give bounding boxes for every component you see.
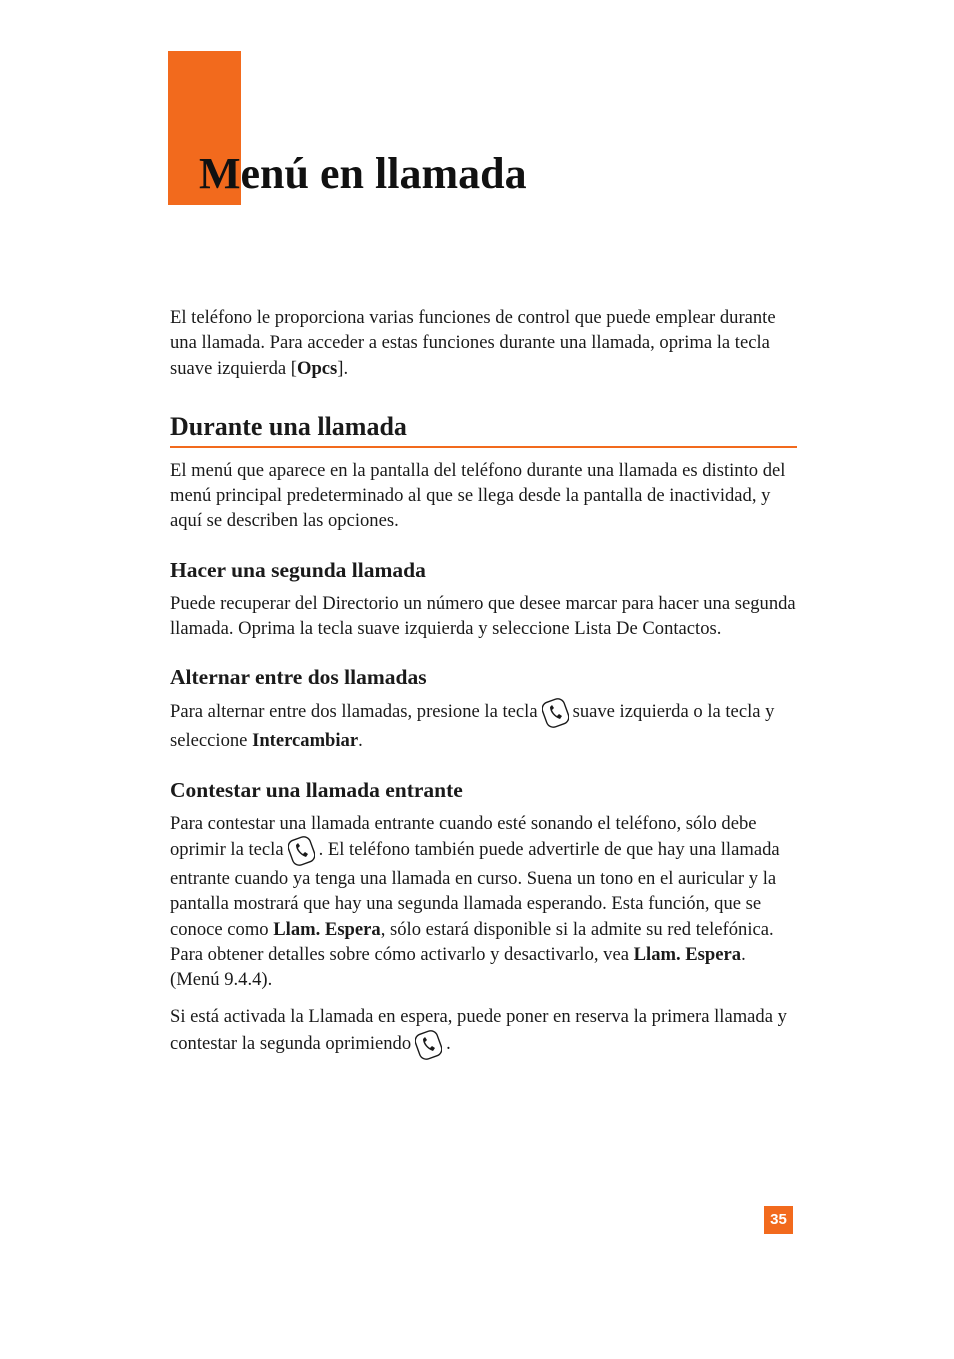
section-heading-during-call: Durante una llamada	[170, 411, 797, 448]
incoming-call-paragraph-2: Si está activada la Llamada en espera, puede poner en reserva la primera llamada y contestar la segunda oprimiendo .	[170, 1004, 797, 1059]
page-number-badge: 35	[764, 1206, 793, 1234]
opcs-label: Opcs	[297, 357, 338, 379]
llam-espera-label: Llam. Espera	[273, 918, 381, 940]
subheading-switch-calls: Alternar entre dos llamadas	[170, 665, 427, 690]
second-call-paragraph: Puede recuperar del Directorio un número que desee marcar para hacer una segunda llamada. Oprima la tecla suave izquierda y seleccione Lista De Contactos.	[170, 592, 796, 640]
switch-calls-paragraph: Para alternar entre dos llamadas, presione la tecla suave izquierda o la tecla y seleccione Intercambiar.	[170, 698, 797, 753]
subheading-incoming-call: Contestar una llamada entrante	[170, 777, 463, 802]
page-content	[170, 305, 797, 1060]
send-key-icon	[288, 836, 315, 866]
intercambiar-label: Intercambiar	[252, 730, 359, 752]
send-key-icon	[415, 1030, 442, 1060]
intro-paragraph: El teléfono le proporciona varias funciones de control que puede emplear durante una llamada. Para acceder a estas funciones durante una llamada, oprima la tecla suave izquierda [Opcs].	[170, 307, 776, 379]
page-title: Menú en llamada	[199, 149, 527, 198]
llam-espera-label: Llam. Espera	[633, 943, 742, 965]
during-call-paragraph: El menú que aparece en la pantalla del teléfono durante una llamada es distinto del menú principal predeterminado al que se llega desde la pantalla de inactividad, y aquí se describen las opciones.	[170, 459, 786, 532]
subheading-second-call: Hacer una segunda llamada	[170, 557, 426, 582]
send-key-icon	[542, 698, 569, 728]
incoming-call-paragraph-1: Para contestar una llamada entrante cuando esté sonando el teléfono, sólo debe oprimir la tecla . El teléfono también puede advertirle de que hay una llamada entrante cuando ya tenga una llamada en curso. Suena un tono en el auricular y la pantalla mostrará que hay una segunda llamada esperando. Esta función, que se conoce como Llam. Espera, sólo estará disponible si la admite su red telefónica. Para obtener detalles sobre cómo activarlo y desactivarlo, vea Llam. Espera. (Menú 9.4.4).	[170, 812, 780, 991]
